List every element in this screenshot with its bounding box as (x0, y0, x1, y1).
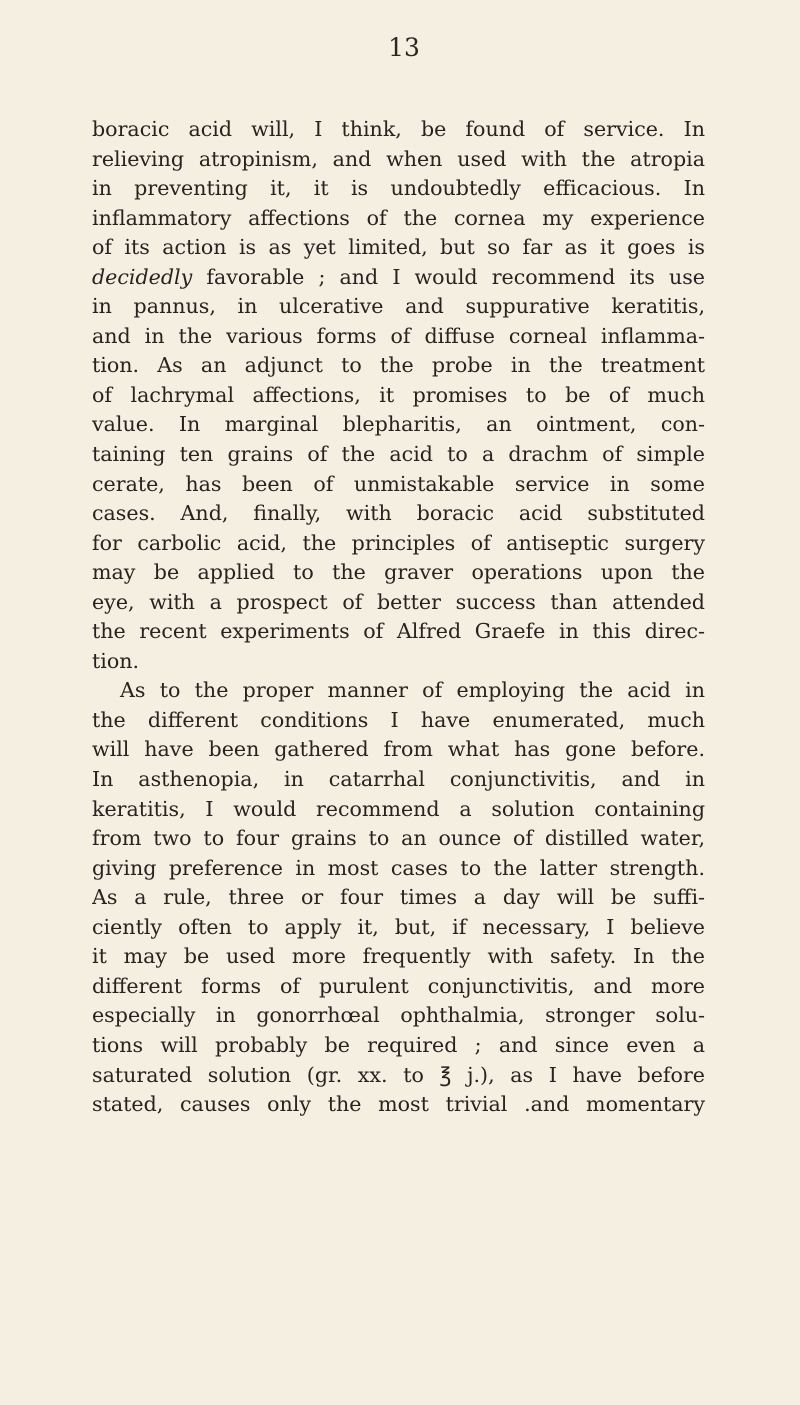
text-line: and in the various forms of diffuse corneal inflamma- (92, 323, 705, 348)
page-number: 13 (388, 33, 420, 62)
text-line: especially in gonorrhœal ophthalmia, stronger solu- (92, 1003, 705, 1028)
text-line (92, 263, 705, 293)
text-line: will have been gathered from what has gone before. (92, 737, 705, 762)
text-line: it may be used more frequently with safety. In the (92, 944, 705, 969)
text-line: of lachrymal affections, it promises to be of much (92, 382, 705, 407)
text-line: tions will probably be required ; and since even a (92, 1032, 705, 1057)
text-line: inflammatory affections of the cornea my experience (92, 205, 705, 230)
text-line: saturated solution (gr. xx. to ℥ j.), as I have before (92, 1062, 705, 1087)
text-line: of its action is as yet limited, but so far as it goes is (92, 235, 705, 260)
text-line: In asthenopia, in catarrhal conjunctivitis, and in (92, 767, 705, 792)
text-line: relieving atropinism, and when used with the atropia (92, 146, 705, 171)
text-line: boracic acid will, I think, be found of service. In (92, 117, 705, 141)
italic-word: decidedly (92, 264, 193, 289)
text-line: the recent experiments of Alfred Graefe in this direc- (92, 619, 705, 644)
text-line: eye, with a prospect of better success than attended (92, 589, 705, 614)
text-line: for carbolic acid, the principles of antiseptic surgery (92, 530, 705, 555)
text-segment: favorable ; and I would recommend its use (192, 264, 705, 289)
text-line: may be applied to the graver operations upon the (92, 560, 705, 585)
text-line: in pannus, in ulcerative and suppurative keratitis, (92, 294, 705, 319)
text-line: from two to four grains to an ounce of distilled water, (92, 826, 705, 851)
text-line: the different conditions I have enumerated, much (92, 707, 705, 732)
text-line: As to the proper manner of employing the acid in (120, 678, 705, 703)
text-line: taining ten grains of the acid to a drachm of simple (92, 442, 705, 467)
text-line: ciently often to apply it, but, if necessary, I believe (92, 914, 705, 939)
text-line: keratitis, I would recommend a solution containing (92, 796, 705, 821)
body-text (92, 115, 705, 1120)
text-line: stated, causes only the most trivial .and momentary (92, 1092, 705, 1117)
text-line: different forms of purulent conjunctivitis, and more (92, 973, 705, 998)
text-line: cerate, has been of unmistakable service in some (92, 471, 705, 496)
text-line: cases. And, finally, with boracic acid substituted (92, 501, 705, 526)
text-line: tion. As an adjunct to the probe in the treatment (92, 353, 705, 378)
text-line: tion. (92, 648, 140, 673)
text-line: giving preference in most cases to the latter strength. (92, 855, 705, 880)
text-line: As a rule, three or four times a day will be suffi- (92, 885, 705, 910)
text-line: value. In marginal blepharitis, an ointment, con- (92, 412, 705, 437)
text-line: in preventing it, it is undoubtedly efficacious. In (92, 176, 705, 201)
